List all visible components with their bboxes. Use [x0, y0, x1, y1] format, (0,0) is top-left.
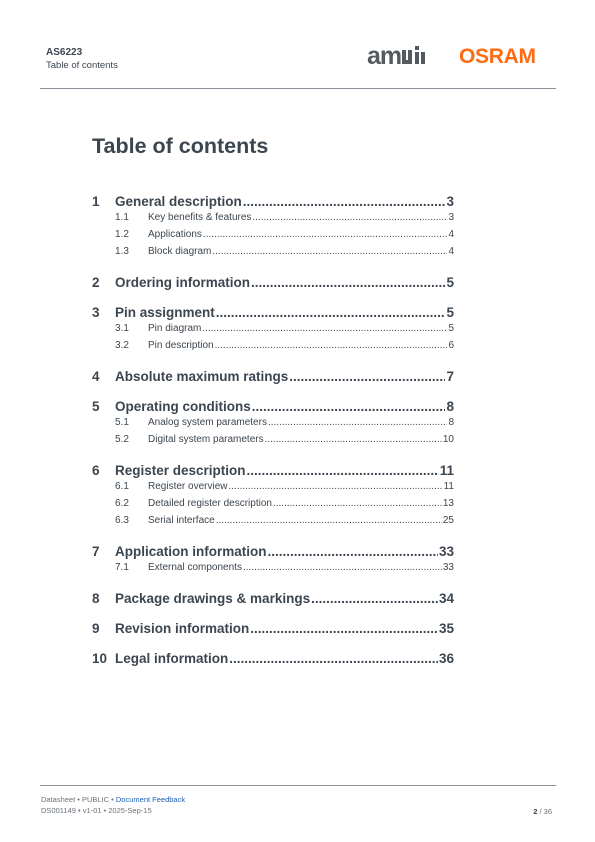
- toc-number: 6.3: [115, 515, 129, 526]
- toc-title: Register overview: [148, 481, 228, 492]
- toc-entry[interactable]: [92, 305, 454, 323]
- toc-subentry[interactable]: [92, 212, 454, 225]
- toc-number: 6.1: [115, 481, 129, 492]
- toc-number: 3.2: [115, 340, 129, 351]
- toc-title: Pin description: [148, 340, 214, 351]
- toc-title: External components: [148, 562, 242, 573]
- toc-subentry[interactable]: [92, 434, 454, 447]
- toc-title: Key benefits & features: [148, 212, 252, 223]
- toc-leader-dots: [229, 651, 438, 666]
- toc-page: 7: [446, 369, 454, 384]
- toc-leader-dots: [216, 305, 446, 320]
- page-total: / 36: [537, 807, 552, 816]
- toc-title: Legal information: [115, 651, 229, 666]
- toc-number: 6: [92, 463, 100, 478]
- toc-page: 36: [438, 651, 454, 666]
- toc-page: 13: [442, 498, 454, 509]
- toc-page: 4: [448, 229, 454, 240]
- footer-line-1: Datasheet • PUBLIC • Document Feedback: [41, 795, 186, 804]
- footer-line-2: DS001149 • v1-01 • 2025-Sep-15: [41, 806, 152, 815]
- toc-entry[interactable]: [92, 194, 454, 212]
- toc-number: 1: [92, 194, 100, 209]
- toc-title: Analog system parameters: [148, 417, 267, 428]
- ams-logo-text: am: [367, 42, 402, 70]
- header-doc-info: [46, 46, 118, 72]
- toc-subentry[interactable]: [92, 562, 454, 575]
- toc-number: 8: [92, 591, 100, 606]
- toc-number: 5: [92, 399, 100, 414]
- footer-date: 2025-Sep-15: [108, 806, 152, 815]
- toc-number: 9: [92, 621, 100, 636]
- toc-number: 6.2: [115, 498, 129, 509]
- toc-page: 3: [448, 212, 454, 223]
- toc-page: 6: [448, 340, 454, 351]
- toc-title: Pin diagram: [148, 323, 202, 334]
- toc-entry[interactable]: [92, 651, 454, 669]
- toc-entry[interactable]: [92, 399, 454, 417]
- toc-page: 5: [446, 305, 454, 320]
- toc-leader-dots: [268, 417, 447, 428]
- toc-subentry[interactable]: [92, 515, 454, 528]
- toc-leader-dots: [216, 515, 442, 526]
- page-title: Table of contents: [92, 134, 269, 158]
- footer-doc-id: DS001149: [41, 806, 76, 815]
- toc-title: Digital system parameters: [148, 434, 264, 445]
- toc-page: 10: [442, 434, 454, 445]
- toc-page: 5: [446, 275, 454, 290]
- toc-page: 8: [448, 417, 454, 428]
- toc-leader-dots: [250, 621, 438, 636]
- toc-page: 33: [438, 544, 454, 559]
- toc-leader-dots: [252, 212, 447, 223]
- toc-leader-dots: [243, 194, 446, 209]
- toc-title: Revision information: [115, 621, 250, 636]
- toc-subentry[interactable]: [92, 481, 454, 494]
- toc-number: 4: [92, 369, 100, 384]
- toc-leader-dots: [252, 399, 446, 414]
- toc-title: Ordering information: [115, 275, 250, 290]
- toc-page: 35: [438, 621, 454, 636]
- toc-page: 34: [438, 591, 454, 606]
- toc-page: 11: [443, 481, 454, 492]
- toc-title: Applications: [148, 229, 202, 240]
- toc-entry[interactable]: [92, 275, 454, 293]
- toc-leader-dots: [273, 498, 442, 509]
- toc-title: Application information: [115, 544, 267, 559]
- toc-entry[interactable]: [92, 621, 454, 639]
- toc-number: 3: [92, 305, 100, 320]
- ams-logo-mark-icon: [402, 46, 426, 66]
- toc-number: 10: [92, 651, 108, 666]
- toc-leader-dots: [268, 544, 438, 559]
- toc-subentry[interactable]: [92, 246, 454, 259]
- toc-leader-dots: [265, 434, 442, 445]
- toc-subentry[interactable]: [92, 323, 454, 336]
- footer-doc-type: Datasheet: [41, 795, 76, 804]
- toc-leader-dots: [289, 369, 445, 384]
- toc-entry[interactable]: [92, 544, 454, 562]
- toc-title: Serial interface: [148, 515, 215, 526]
- toc-leader-dots: [215, 340, 448, 351]
- toc-page: 25: [442, 515, 454, 526]
- osram-logo: OSRAM: [459, 45, 536, 68]
- document-feedback-link[interactable]: Document Feedback: [115, 795, 186, 804]
- toc-number: 7.1: [115, 562, 129, 573]
- toc-leader-dots: [243, 562, 442, 573]
- toc-number: 7: [92, 544, 100, 559]
- toc-number: 3.1: [115, 323, 129, 334]
- toc-number: 1.3: [115, 246, 129, 257]
- toc-title: Operating conditions: [115, 399, 251, 414]
- toc-subentry[interactable]: [92, 340, 454, 353]
- toc-number: 1.1: [115, 212, 129, 223]
- toc-subentry[interactable]: [92, 498, 454, 511]
- toc-leader-dots: [247, 463, 439, 478]
- toc-title: Absolute maximum ratings: [115, 369, 289, 384]
- toc-leader-dots: [212, 246, 447, 257]
- toc-leader-dots: [228, 481, 442, 492]
- toc-title: Register description: [115, 463, 246, 478]
- ams-logo: [367, 43, 426, 69]
- footer-classification: PUBLIC: [82, 795, 110, 804]
- toc-page: 4: [448, 246, 454, 257]
- toc-leader-dots: [311, 591, 438, 606]
- toc-title: Pin assignment: [115, 305, 215, 320]
- toc-subentry[interactable]: [92, 417, 454, 430]
- toc-number: 2: [92, 275, 100, 290]
- toc-page: 11: [439, 463, 454, 478]
- toc-title: Detailed register description: [148, 498, 272, 509]
- toc-page: 8: [446, 399, 454, 414]
- toc-number: 5.1: [115, 417, 129, 428]
- toc-leader-dots: [203, 229, 448, 240]
- toc-number: 5.2: [115, 434, 129, 445]
- toc-title: General description: [115, 194, 242, 209]
- header-divider: [40, 88, 556, 89]
- page-current: 2: [533, 807, 538, 816]
- header-section: Table of contents: [46, 60, 118, 71]
- toc-subentry[interactable]: [92, 229, 454, 242]
- footer-divider: [40, 785, 556, 786]
- page-number: [533, 807, 552, 816]
- footer-version: v1-01: [82, 806, 102, 815]
- toc-title: Block diagram: [148, 246, 212, 257]
- product-name: AS6223: [46, 47, 83, 58]
- toc-leader-dots: [251, 275, 445, 290]
- toc-leader-dots: [202, 323, 447, 334]
- toc-entry[interactable]: [92, 591, 454, 609]
- toc-page: 5: [448, 323, 454, 334]
- toc-entry[interactable]: [92, 369, 454, 387]
- toc-number: 1.2: [115, 229, 129, 240]
- toc-page: 33: [442, 562, 454, 573]
- toc-entry[interactable]: [92, 463, 454, 481]
- toc-title: Package drawings & markings: [115, 591, 311, 606]
- toc-page: 3: [446, 194, 454, 209]
